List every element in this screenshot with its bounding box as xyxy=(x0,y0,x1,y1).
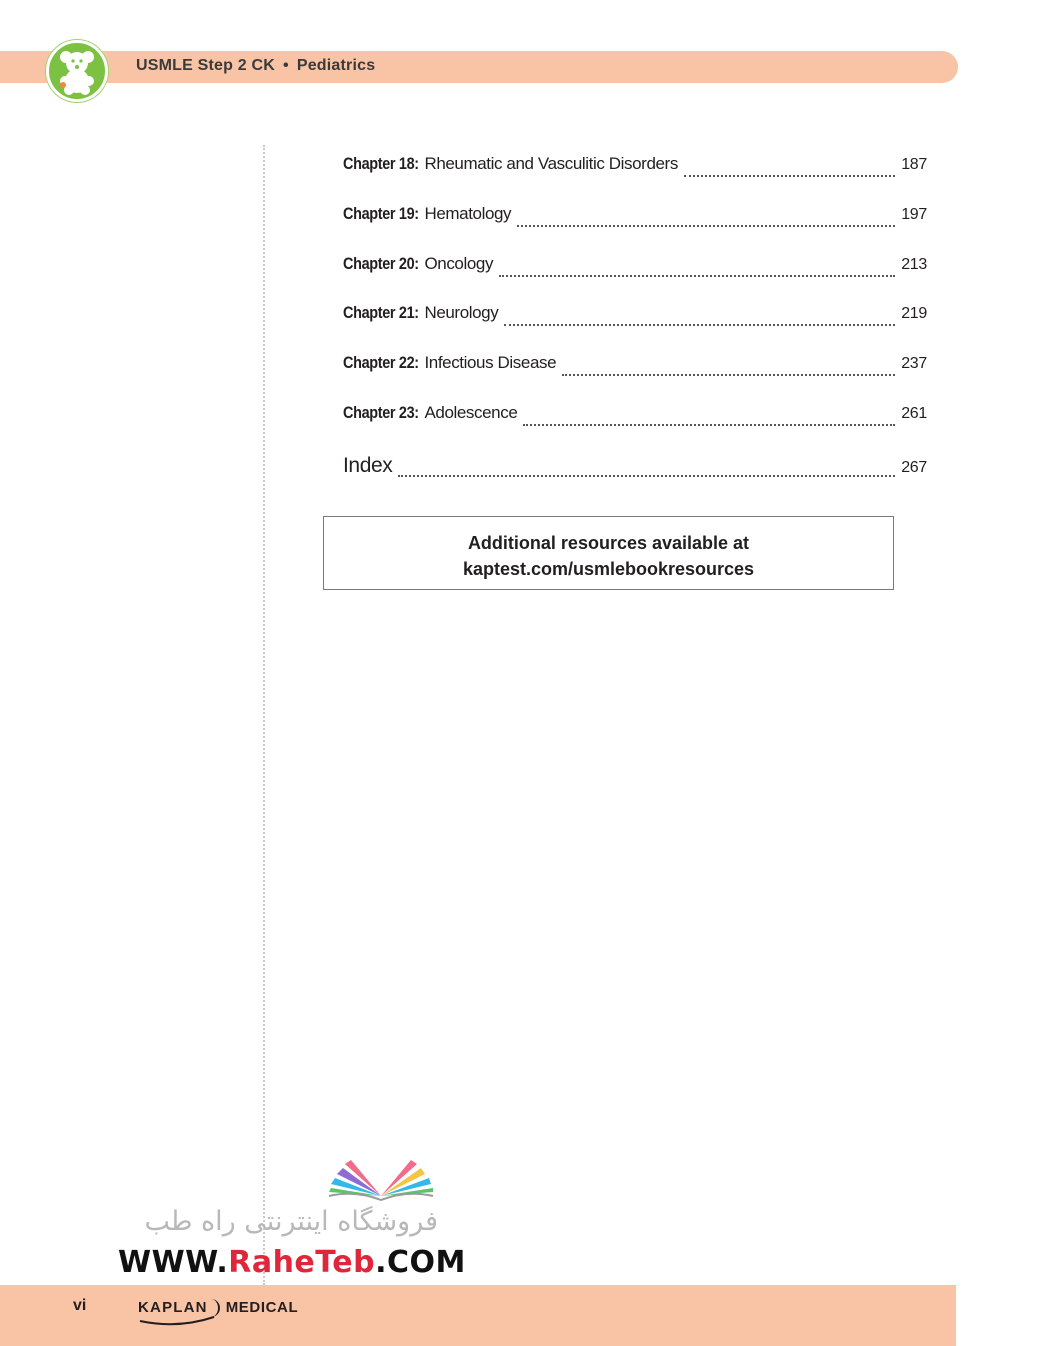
toc-chapter-number: Chapter 22: xyxy=(343,353,419,372)
header-separator: • xyxy=(283,57,289,74)
toc-page-number: 237 xyxy=(901,355,927,372)
resources-text: Additional resources available at xyxy=(467,533,750,553)
book-title: USMLE Step 2 CK xyxy=(136,57,276,74)
toc-leader xyxy=(562,374,895,376)
toc-chapter-number: Chapter 19: xyxy=(343,204,419,223)
toc-page-number: 261 xyxy=(901,405,927,422)
margin-rule xyxy=(263,145,265,1285)
toc-page-number: 219 xyxy=(901,305,927,322)
additional-resources-box xyxy=(323,516,894,590)
toc-leader xyxy=(684,175,895,177)
toc-chapter-number: Chapter 23: xyxy=(343,403,419,422)
running-header xyxy=(136,57,375,75)
toc-page-number: 187 xyxy=(901,156,927,173)
toc-entry-index[interactable] xyxy=(343,454,927,484)
toc-leader xyxy=(517,225,895,227)
watermark-url xyxy=(118,1245,466,1280)
teddy-bear-icon xyxy=(46,40,108,102)
toc-chapter-title: Adolescence xyxy=(420,403,518,422)
open-book-logo-icon xyxy=(325,1150,437,1211)
toc-leader xyxy=(504,324,895,326)
toc-entry-chapter-22[interactable] xyxy=(343,353,927,383)
kaplan-swoosh-icon xyxy=(138,1313,218,1327)
toc-leader xyxy=(499,275,895,277)
toc-entry-chapter-19[interactable] xyxy=(343,204,927,234)
watermark-url-suffix: .COM xyxy=(375,1245,466,1280)
toc-chapter-number: Chapter 18: xyxy=(343,154,419,173)
toc-entry-chapter-21[interactable] xyxy=(343,303,927,333)
publisher-name: KAPLAN xyxy=(138,1299,208,1316)
toc-page-number: 197 xyxy=(901,206,927,223)
section-title: Pediatrics xyxy=(296,57,376,74)
toc-chapter-title: Hematology xyxy=(420,204,512,223)
toc-index-title: Index xyxy=(343,454,393,477)
toc-leader xyxy=(523,424,895,426)
resources-link[interactable]: kaptest.com/usmlebookresources xyxy=(462,559,755,579)
watermark-url-prefix: WWW. xyxy=(118,1245,229,1280)
publisher-division: MEDICAL xyxy=(225,1299,299,1316)
page-number: vi xyxy=(73,1297,87,1314)
toc-entry-chapter-20[interactable] xyxy=(343,254,927,284)
watermark-persian-text: فروشگاه اینترنتی راه طب xyxy=(144,1206,438,1237)
toc-chapter-title: Infectious Disease xyxy=(420,353,557,372)
toc-entry-chapter-23[interactable] xyxy=(343,403,927,433)
toc-chapter-title: Rheumatic and Vasculitic Disorders xyxy=(420,154,678,173)
toc-page-number: 213 xyxy=(901,256,927,273)
toc-entry-chapter-18[interactable] xyxy=(343,154,927,184)
toc-chapter-title: Oncology xyxy=(420,254,494,273)
toc-leader xyxy=(398,475,895,477)
watermark-url-brand: RaheTeb xyxy=(228,1245,376,1280)
toc-chapter-number: Chapter 21: xyxy=(343,303,419,322)
toc-page-number: 267 xyxy=(901,459,927,476)
toc-chapter-number: Chapter 20: xyxy=(343,254,419,273)
toc-chapter-title: Neurology xyxy=(420,303,499,322)
